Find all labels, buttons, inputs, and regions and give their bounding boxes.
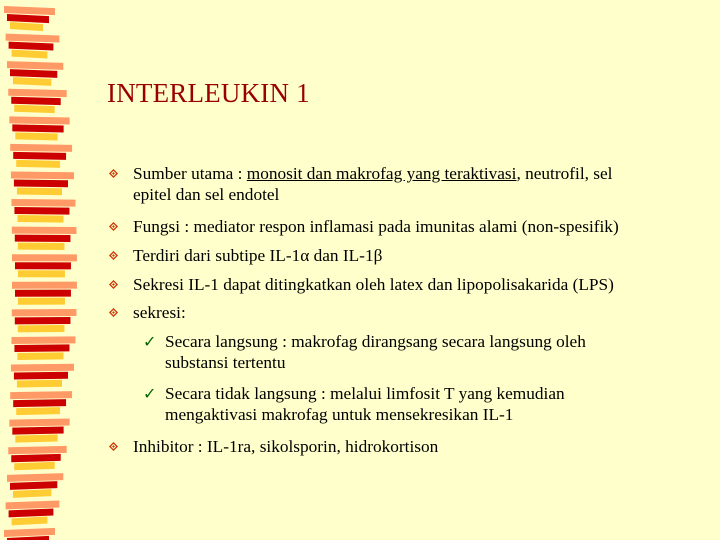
spiral-segment	[11, 199, 75, 207]
spiral-segment	[12, 517, 48, 526]
spiral-segment	[17, 187, 62, 195]
spiral-segment	[12, 50, 48, 59]
spiral-segment	[13, 77, 51, 86]
sub-bullet-text-continuation: substansi tertentu	[165, 353, 286, 372]
spiral-segment	[12, 124, 63, 132]
bullet-text: Terdiri dari subtipe IL-1α dan IL-1β	[133, 246, 383, 265]
sub-bullet-item	[143, 331, 586, 373]
spiral-segment	[14, 372, 68, 380]
spiral-segment	[10, 22, 43, 31]
bullet-text: Fungsi : mediator respon inflamasi pada imunitas alami (non-spesifik)	[133, 217, 619, 236]
spiral-segment	[14, 207, 69, 215]
bullet-item	[133, 163, 612, 205]
spiral-segment	[10, 69, 57, 78]
bullet-text: Inhibitor : IL-1ra, sikolsporin, hidrokortison	[133, 437, 439, 456]
spiral-segment	[15, 262, 71, 269]
spiral-segment	[18, 270, 65, 277]
spiral-segment	[14, 462, 54, 470]
spiral-segment	[18, 243, 65, 250]
bullet-underlined-text: monosit dan makrofag yang teraktivasi	[246, 164, 517, 183]
spiral-segment	[12, 309, 77, 316]
spiral-binding-decoration	[0, 0, 110, 540]
spiral-segment	[12, 282, 77, 289]
checkmark-icon: ✓	[143, 332, 157, 351]
spiral-segment	[7, 61, 63, 70]
sub-bullet-item	[143, 383, 565, 425]
spiral-segment	[9, 42, 54, 51]
spiral-segment	[9, 418, 69, 426]
spiral-segment	[17, 352, 63, 360]
spiral-segment	[17, 215, 63, 223]
slide-title: INTERLEUKIN 1	[107, 78, 310, 108]
spiral-segment	[16, 160, 60, 168]
spiral-segment	[14, 344, 69, 352]
bullet-item	[133, 302, 186, 323]
spiral-segment	[12, 254, 77, 261]
spiral-segment	[13, 152, 66, 160]
diamond-bullet-icon	[109, 280, 118, 289]
checkmark-icon: ✓	[143, 384, 157, 403]
bullet-text-continuation: epitel dan sel endotel	[133, 185, 280, 204]
diamond-bullet-icon	[109, 251, 118, 260]
bullet-text: Sekresi IL-1 dapat ditingkatkan oleh latex dan lipopolisakarida (LPS)	[133, 275, 614, 294]
spiral-segment	[7, 473, 63, 482]
spiral-segment	[9, 116, 69, 124]
spiral-segment	[11, 364, 74, 372]
bullet-text: sekresi:	[133, 303, 186, 322]
spiral-segment	[15, 132, 57, 140]
sub-bullet-text: Secara langsung : makrofag dirangsang secara langsung oleh	[165, 332, 586, 351]
bullet-item	[133, 274, 614, 295]
spiral-segment	[11, 171, 74, 179]
spiral-segment	[7, 14, 49, 23]
diamond-bullet-icon	[109, 169, 118, 178]
spiral-segment	[11, 336, 75, 344]
spiral-segment	[10, 391, 72, 399]
spiral-segment	[10, 481, 57, 490]
spiral-segment	[4, 528, 55, 537]
spiral-segment	[9, 509, 54, 518]
spiral-segment	[6, 34, 60, 43]
spiral-segment	[16, 407, 60, 415]
bullet-text: , neutrofil, sel	[516, 164, 613, 183]
spiral-segment	[15, 434, 57, 442]
spiral-segment	[8, 89, 66, 97]
spiral-segment	[11, 97, 60, 105]
spiral-segment	[13, 489, 51, 498]
bullet-item	[133, 436, 438, 457]
spiral-segment	[15, 317, 71, 324]
diamond-bullet-icon	[109, 222, 118, 231]
spiral-segment	[14, 179, 68, 187]
diamond-bullet-icon	[109, 308, 118, 317]
sub-bullet-text-continuation: mengaktivasi makrofag untuk mensekresikan IL-1	[165, 405, 514, 424]
bullet-item	[133, 216, 619, 237]
spiral-segment	[8, 446, 66, 454]
bullet-item	[133, 245, 382, 266]
spiral-segment	[12, 227, 77, 234]
spiral-segment	[18, 325, 65, 332]
spiral-segment	[10, 144, 72, 152]
spiral-segment	[11, 454, 60, 462]
spiral-segment	[12, 426, 63, 434]
spiral-segment	[4, 6, 55, 15]
spiral-segment	[15, 290, 71, 297]
spiral-segment	[13, 399, 66, 407]
spiral-segment	[6, 501, 60, 510]
sub-bullet-text: Secara tidak langsung : melalui limfosit T yang kemudian	[165, 384, 565, 403]
spiral-segment	[15, 235, 71, 242]
diamond-bullet-icon	[109, 442, 118, 451]
spiral-segment	[18, 298, 65, 305]
bullet-text: Sumber utama :	[133, 164, 247, 183]
spiral-segment	[17, 380, 62, 388]
spiral-segment	[14, 105, 54, 113]
